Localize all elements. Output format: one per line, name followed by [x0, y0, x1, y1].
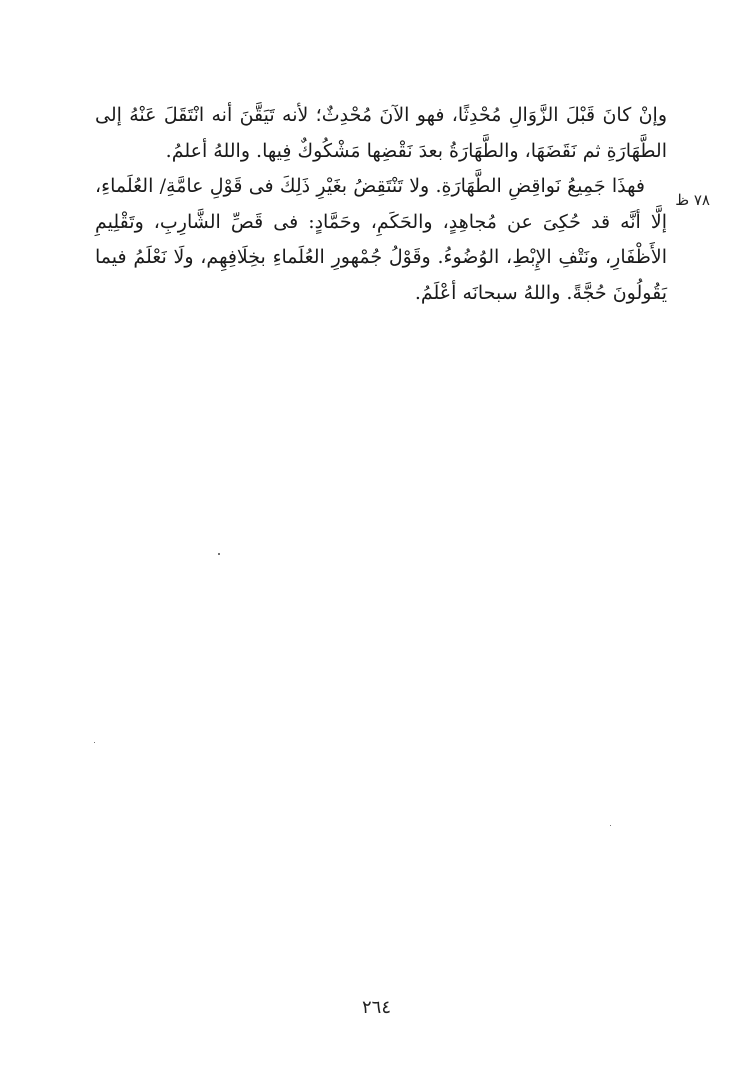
paragraph-2 — [95, 169, 667, 311]
scan-speck — [218, 553, 220, 555]
text-line: ونَتْفِ الإِبْطِ، الوُضُوءُ. وقَوْلُ جُمْهورِ العُلَماءِ بخِلَافِهِم، ولَا نَعْلَمُ فيما يَقُولُونَ — [95, 246, 667, 304]
text-line: الطَّهَارَةِ ثم نَقَضَهَا، والطَّهَارَةُ بعدَ نَقْضِها مَشْكُوكٌ فِيها. واللهُ أعلمُ. — [165, 139, 667, 162]
page-number: ٢٦٤ — [361, 997, 391, 1018]
scan-speck — [94, 742, 95, 743]
text-line: وإنْ كانَ قَبْلَ الزَّوَالِ مُحْدِثًا، فهو الآنَ مُحْدِثٌ؛ لأنه تَيَقَّنَ أنه انْتَقَلَ عَنْهُ إلى — [95, 104, 667, 126]
scan-speck — [610, 825, 611, 826]
text-line: حُجَّةً. واللهُ سبحانَه أعْلَمُ. — [414, 281, 607, 304]
text-line: أنَّه قد حُكِىَ عن مُجاهِدٍ، والحَكَمِ، وحَمَّادٍ: فى قَصِّ الشَّارِبِ، وتَقْلِيمِ الأَظْفَارِ، — [95, 210, 667, 268]
body-text — [95, 98, 667, 311]
text-line: فهذَا جَمِيعُ نَواقِضِ الطَّهَارَةِ. ولا تَنْتَقِضُ بغَيْرِ ذَلِكَ فى قَوْلِ عامَّةِ/ العُلَماءِ، إلَّا — [95, 175, 667, 233]
paragraph-1 — [95, 98, 667, 169]
margin-folio-note: ٧٨ ظ — [675, 191, 710, 209]
